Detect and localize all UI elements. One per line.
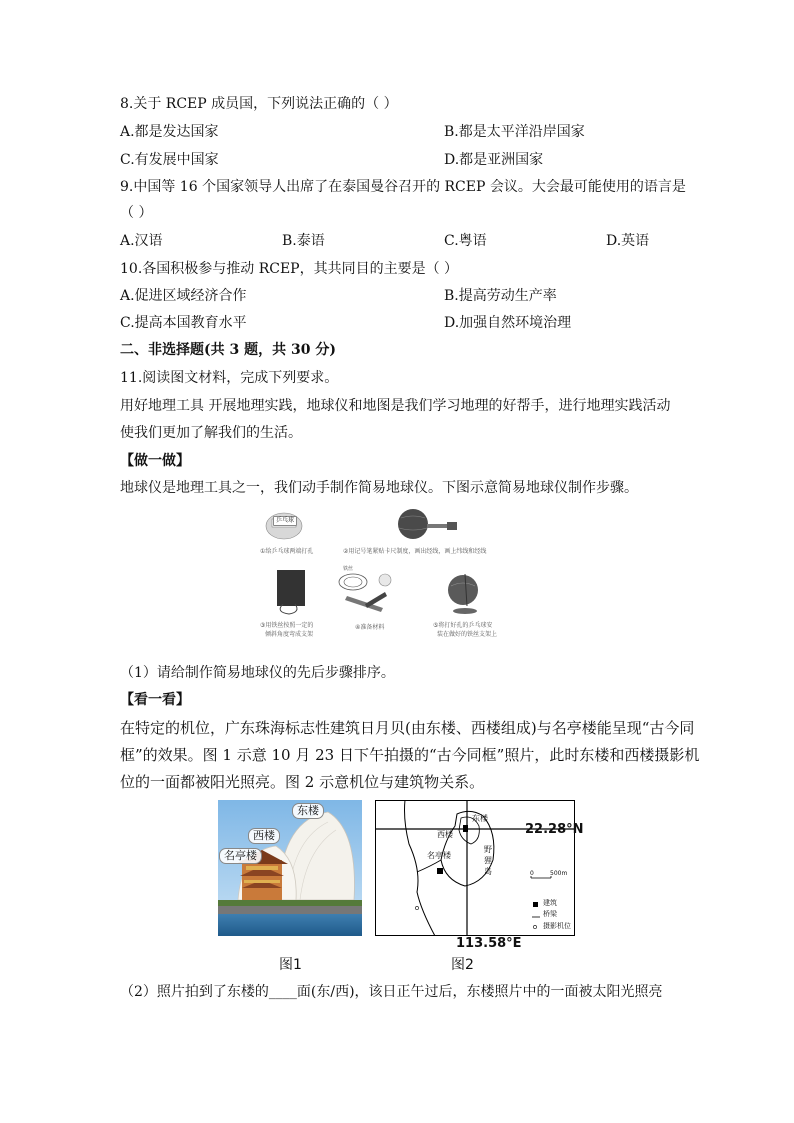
- building-marker-pavilion: [437, 868, 443, 874]
- intro-line-2: 使我们更加了解我们的生活。: [120, 425, 302, 441]
- q8-option-d: D.都是亚洲国家: [444, 152, 544, 168]
- q9-stem: 9.中国等 16 个国家领导人出席了在泰国曼谷召开的 RCEP 会议。大会最可能使用的语言是: [120, 179, 686, 195]
- map-label-island-3: 岛: [484, 867, 492, 876]
- legend-building-icon: [533, 902, 538, 907]
- marked-globe-icon: [398, 509, 457, 539]
- step-3-caption-1: ③用铁丝按照一定的: [260, 622, 314, 629]
- q9-option-a: A.汉语: [120, 233, 163, 249]
- do-text: 地球仪是地理工具之一，我们动手制作简易地球仪。下图示意简易地球仪制作步骤。: [120, 480, 638, 496]
- longitude-label: 113.58°E: [456, 936, 522, 951]
- step-3-caption-2: 倾斜角度弯成支架: [265, 631, 314, 638]
- q8-option-b: B.都是太平洋沿岸国家: [444, 124, 585, 140]
- map-label-east: 东楼: [472, 814, 488, 823]
- q10-option-d: D.加强自然环境治理: [444, 315, 572, 331]
- camera-position-icon: [415, 906, 418, 909]
- building-marker-east: [463, 825, 468, 832]
- photo-label-west: 西楼: [248, 828, 280, 844]
- q9-option-c: C.粤语: [444, 233, 487, 249]
- q10-option-c: C.提高本国教育水平: [120, 315, 247, 331]
- sun-moon-shell-photo: [218, 800, 362, 936]
- map-label-island-2: 狸: [484, 856, 492, 865]
- legend-camera-label: 摄影机位: [543, 922, 571, 930]
- figure-1-photo: [218, 800, 362, 936]
- look-line-2: 框”的效果。图 1 示意 10 月 23 日下午拍摄的“古今同框”照片，此时东楼和西楼摄影机: [120, 746, 700, 764]
- question-2: （2）照片拍到了东楼的____面(东/西)，该日正午过后，东楼照片中的一面被太阳光照亮: [120, 984, 663, 1000]
- step-1-caption: ①给乒乓球两端打孔: [260, 548, 314, 555]
- look-heading: 【看一看】: [120, 692, 190, 708]
- legend-bridge-label: 桥梁: [543, 910, 557, 918]
- section-heading: 二、非选择题(共 3 题，共 30 分): [120, 342, 336, 358]
- step-4-caption: ④准备材料: [355, 624, 385, 631]
- ping-pong-label: 乒乓球: [273, 516, 297, 526]
- photo-label-pavilion: 名亭楼: [219, 848, 262, 864]
- scale-500m: 500m: [550, 870, 568, 877]
- scale-zero: 0: [530, 870, 534, 877]
- map-label-pavilion: 名亭楼: [427, 851, 451, 860]
- step-2-caption: ②用记号笔紧贴卡尺制度，画出经线，画上纬线和经线: [343, 548, 487, 555]
- q8-stem: 8.关于 RCEP 成员国，下列说法正确的（ ）: [120, 96, 398, 112]
- q10-stem: 10.各国积极参与推动 RCEP，其共同目的主要是（ ）: [120, 261, 459, 277]
- finished-globe-icon: [448, 574, 478, 614]
- q10-option-b: B.提高劳动生产率: [444, 288, 557, 304]
- materials-icon: [339, 574, 391, 612]
- look-line-3: 位的一面都被阳光照亮。图 2 示意机位与建筑物关系。: [120, 773, 485, 791]
- q10-option-a: A.促进区域经济合作: [120, 288, 247, 304]
- q9-option-d: D.英语: [606, 233, 650, 249]
- q9-stem-bracket: （ ）: [120, 205, 153, 221]
- wire-label: 铁丝: [343, 566, 354, 572]
- q9-option-b: B.泰语: [282, 233, 325, 249]
- legend-building-label: 建筑: [543, 899, 557, 907]
- step-5-caption-1: ⑤将打好孔的乒乓球安: [433, 622, 493, 629]
- photo-label-east: 东楼: [292, 803, 324, 819]
- look-line-1: 在特定的机位，广东珠海标志性建筑日月贝(由东楼、西楼组成)与名亭楼能呈现“古今同: [120, 719, 695, 737]
- latitude-label: 22.28°N: [525, 822, 584, 837]
- question-1: （1）请给制作简易地球仪的先后步骤排序。: [120, 665, 395, 681]
- map-label-island-1: 野: [484, 845, 492, 854]
- q8-option-c: C.有发展中国家: [120, 152, 219, 168]
- q11-stem: 11.阅读图文材料，完成下列要求。: [120, 370, 339, 386]
- wire-stand-icon: [277, 570, 305, 614]
- legend-camera-icon: [533, 925, 536, 928]
- intro-line-1: 用好地理工具 开展地理实践，地球仪和地图是我们学习地理的好帮手，进行地理实践活动: [120, 398, 671, 414]
- step-5-caption-2: 装在做好的铁丝支架上: [437, 631, 498, 638]
- figure-1-caption: 图1: [279, 957, 302, 973]
- map-label-west: 西楼: [437, 830, 453, 839]
- q8-option-a: A.都是发达国家: [120, 124, 219, 140]
- figure-2-caption: 图2: [451, 957, 474, 973]
- globe-steps-figure: [255, 508, 535, 644]
- do-heading: 【做一做】: [120, 453, 190, 469]
